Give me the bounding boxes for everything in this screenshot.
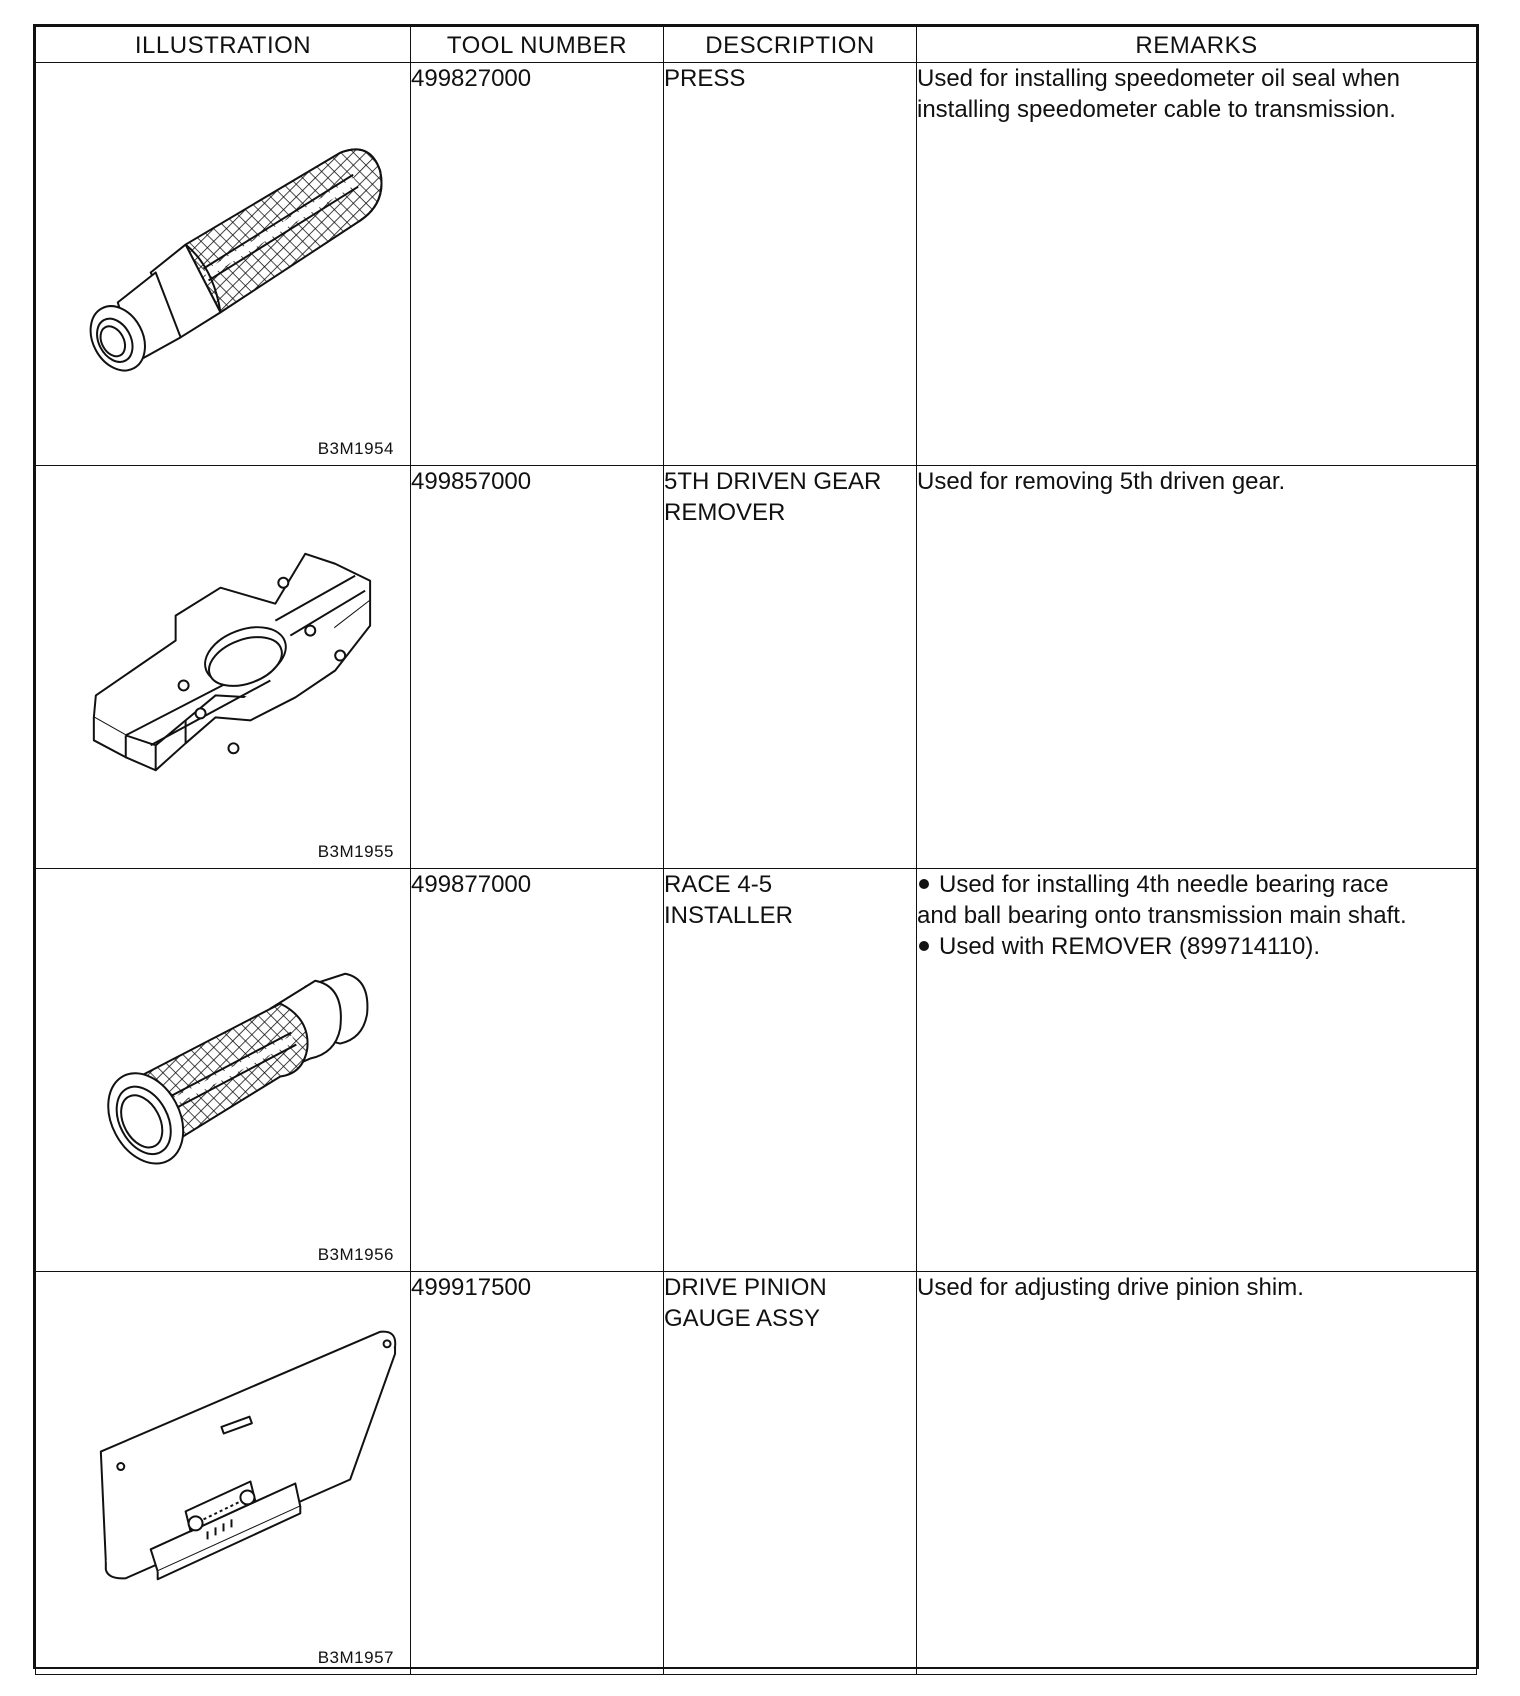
tool-number-cell: 499827000 (411, 63, 664, 466)
remarks-line: Used for installing speedometer oil seal when (917, 65, 1400, 92)
remarks-line: Used for removing 5th driven gear. (917, 468, 1286, 495)
special-tools-table (35, 26, 1477, 1675)
description-line: PRESS (664, 65, 746, 92)
remarks-cell (917, 63, 1477, 466)
figure-code: B3M1957 (317, 1648, 394, 1667)
remarks-cell (917, 1272, 1477, 1675)
description-cell (664, 466, 917, 869)
bullet-icon (919, 941, 929, 951)
description-cell (664, 1272, 917, 1675)
table-row (36, 63, 1477, 466)
tool-number-cell: 499857000 (411, 466, 664, 869)
header-tool-number: TOOL NUMBER (411, 27, 664, 63)
header-description: DESCRIPTION (664, 27, 917, 63)
remarks-line: and ball bearing onto transmission main shaft. (917, 902, 1407, 929)
tool-number-cell: 499877000 (411, 869, 664, 1272)
description-line: GAUGE ASSY (664, 1305, 821, 1332)
header-illustration: ILLUSTRATION (36, 27, 411, 63)
description-line: INSTALLER (664, 902, 793, 929)
figure-code: B3M1954 (317, 439, 394, 458)
illustration-cell (36, 466, 411, 869)
tool-number-cell: 499917500 (411, 1272, 664, 1675)
remarks-cell (917, 869, 1477, 1272)
table-header-row (36, 27, 1477, 63)
remarks-line: Used with REMOVER (899714110). (939, 933, 1321, 960)
press-tool-icon (36, 63, 410, 465)
description-cell (664, 869, 917, 1272)
remarks-bullet-item (917, 869, 1476, 900)
description-line: 5TH DRIVEN GEAR (664, 468, 882, 495)
gear-remover-icon (36, 466, 410, 868)
figure-code: B3M1956 (317, 1245, 394, 1264)
race-installer-icon (36, 869, 410, 1271)
table-row (36, 869, 1477, 1272)
description-line: REMOVER (664, 499, 786, 526)
description-line: RACE 4-5 (664, 871, 773, 898)
illustration-cell (36, 869, 411, 1272)
bullet-icon (919, 879, 929, 889)
description-cell (664, 63, 917, 466)
illustration-cell (36, 63, 411, 466)
figure-code: B3M1955 (317, 842, 394, 861)
pinion-gauge-icon (36, 1272, 410, 1674)
header-remarks: REMARKS (917, 27, 1477, 63)
remarks-cell (917, 466, 1477, 869)
table-row (36, 1272, 1477, 1675)
special-tools-table-sheet (33, 24, 1479, 1669)
remarks-line: Used for installing 4th needle bearing race (939, 871, 1389, 898)
remarks-line: Used for adjusting drive pinion shim. (917, 1274, 1304, 1301)
remarks-line: installing speedometer cable to transmission. (917, 96, 1396, 123)
remarks-bullet-item (917, 931, 1476, 962)
table-row (36, 466, 1477, 869)
illustration-cell (36, 1272, 411, 1675)
description-line: DRIVE PINION (664, 1274, 827, 1301)
